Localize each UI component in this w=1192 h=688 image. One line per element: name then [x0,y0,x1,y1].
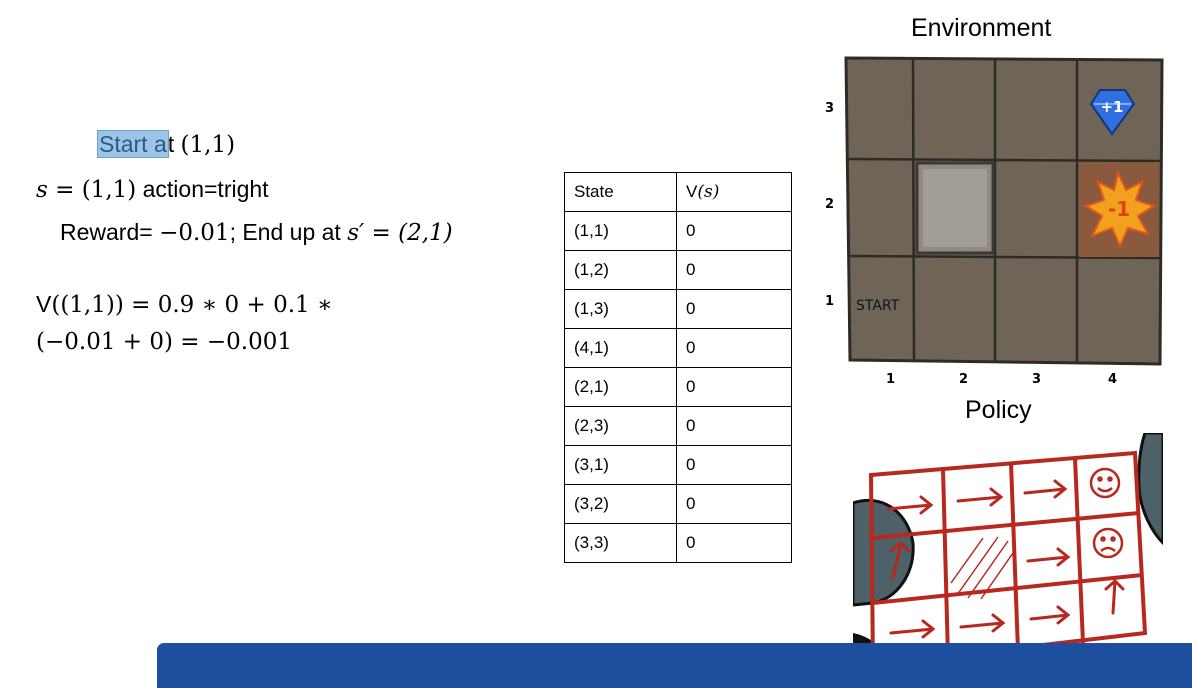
state-cell: (2,3) [565,407,677,446]
sprime-math: s′ = (2,1) [347,220,453,246]
state-cell: (4,1) [565,329,677,368]
v-prefix: V [36,291,52,317]
state-cell: (1,1) [565,212,677,251]
table-row [565,212,792,251]
row-label: 1 [825,294,835,309]
row-label: 2 [825,197,835,212]
value-cell: 0 [677,407,792,446]
state-cell: (2,1) [565,368,677,407]
v-line1-math: ((1,1)) = 0.9 ∗ 0 + 0.1 ∗ [51,292,333,318]
value-cell: 0 [677,290,792,329]
table-row [565,368,792,407]
col-label: 1 [886,372,896,387]
start-math: (1,1) [180,132,236,158]
reward-mid: ; End up at [229,219,348,245]
s-variable: s [36,177,48,203]
header-state: State [565,173,677,212]
value-cell: 0 [677,368,792,407]
header-value-v: V [686,182,698,201]
value-cell: 0 [677,251,792,290]
state-action-line [36,176,269,203]
minus-reward: -1 [1107,197,1131,221]
reward-label: Reward= [60,219,160,245]
reward-line [60,219,453,246]
col-label: 3 [1032,372,1042,387]
state-cell: (3,2) [565,485,677,524]
environment-title: Environment [911,14,1052,42]
header-value-s: (s) [697,182,720,202]
table-row [565,290,792,329]
table-row [565,407,792,446]
value-cell: 0 [677,329,792,368]
value-cell: 0 [677,485,792,524]
plus-reward: +1 [1100,98,1124,116]
row-label: 3 [825,101,835,116]
value-cell: 0 [677,446,792,485]
value-line-2 [36,328,292,355]
value-line-1 [36,291,333,318]
state-cell: (3,3) [565,524,677,563]
reward-math: −0.01 [159,220,230,246]
environment-grid [820,48,1180,393]
value-cell: 0 [677,212,792,251]
state-cell: (3,1) [565,446,677,485]
table-header-row [565,173,792,212]
s-math: = (1,1) [47,177,137,203]
table-row [565,446,792,485]
bottom-bar [157,643,1192,688]
table-row [565,329,792,368]
start-line [98,131,235,158]
table-row [565,251,792,290]
v-line2-math: (−0.01 + 0) = −0.001 [36,329,292,355]
col-label: 4 [1108,372,1118,387]
start-label: START [856,298,900,314]
state-cell: (1,3) [565,290,677,329]
table-row [565,524,792,563]
start-highlight[interactable]: Start a [99,131,167,157]
policy-title: Policy [965,396,1032,424]
action-text: action=tright [136,176,269,202]
start-rest: t [167,131,175,157]
col-label: 2 [959,372,969,387]
wall-inner [923,169,987,247]
value-cell: 0 [677,524,792,563]
table-row [565,485,792,524]
state-cell: (1,2) [565,251,677,290]
value-table [564,172,792,563]
header-value [677,173,792,212]
